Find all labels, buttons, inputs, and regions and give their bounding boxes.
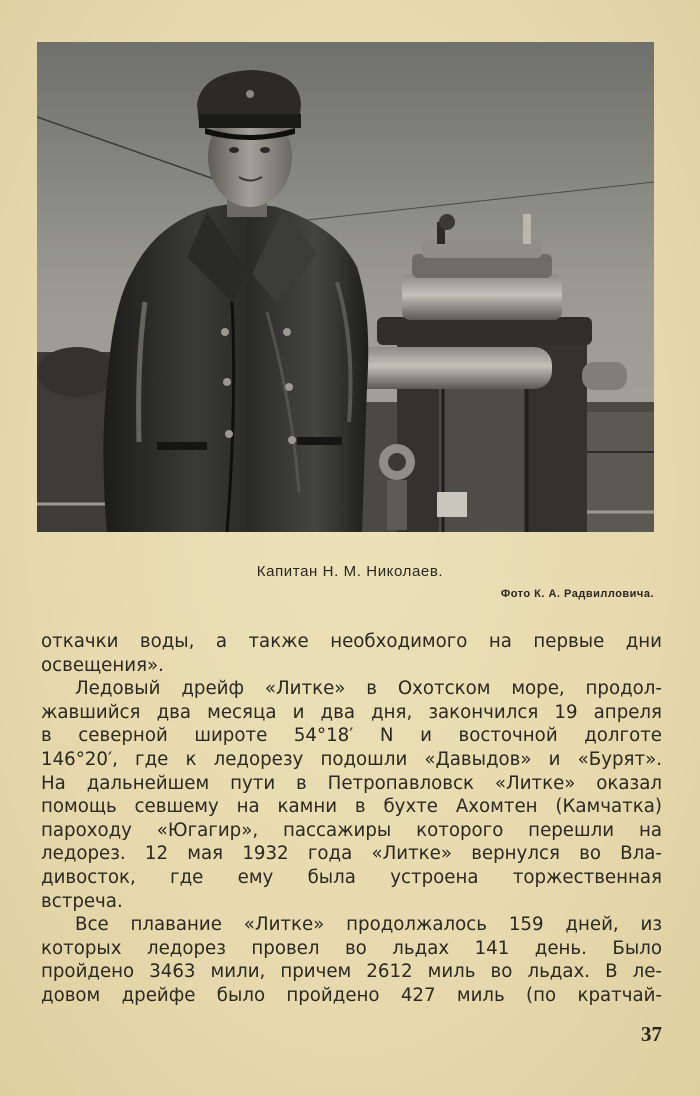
text-line: помощь севшему на камни в бухте Ахомтен (Камчатка): [41, 796, 662, 818]
text-line: ледорез. 12 мая 1932 года «Литке» вернулся во Вла-: [41, 843, 662, 865]
text-line: жавшийся два месяца и два дня, закончился 19 апреля: [41, 701, 662, 723]
text-line: встреча.: [41, 890, 123, 912]
text-line: дивосток, где ему была устроена торжественная: [41, 866, 662, 888]
text-line: откачки воды, а также необходимого на первые дни: [41, 631, 662, 652]
text-line: Все плавание «Литке» продолжалось 159 дней, из: [75, 914, 662, 936]
text-line: которых ледорез провел во льдах 141 день. Было: [41, 937, 662, 959]
text-line: в северной широте 54°18′ N и восточной долготе: [41, 725, 662, 747]
body-text: [41, 630, 662, 1008]
text-line: пройдено 3463 мили, причем 2612 миль во льдах. В ле-: [41, 961, 662, 983]
captain-photo: [37, 42, 654, 532]
text-line: 146°20′, где к ледорезу подошли «Давыдов» и «Бурят».: [41, 748, 662, 770]
photo-caption: Капитан Н. М. Николаев.: [256, 563, 444, 580]
text-line: довом дрейфе было пройдено 427 миль (по кратчай-: [41, 984, 662, 1006]
text-line: пароходу «Югагир», пассажиры которого перешли на: [41, 819, 662, 841]
photo-credit: Фото К. А. Радвилловича.: [500, 588, 654, 600]
text-line: Ледовый дрейф «Литке» в Охотском море, продол-: [75, 678, 662, 700]
text-line: На дальнейшем пути в Петропавловск «Литке» оказал: [41, 772, 662, 794]
page-number: 37: [641, 1022, 662, 1046]
text-line: освещения».: [41, 654, 164, 676]
